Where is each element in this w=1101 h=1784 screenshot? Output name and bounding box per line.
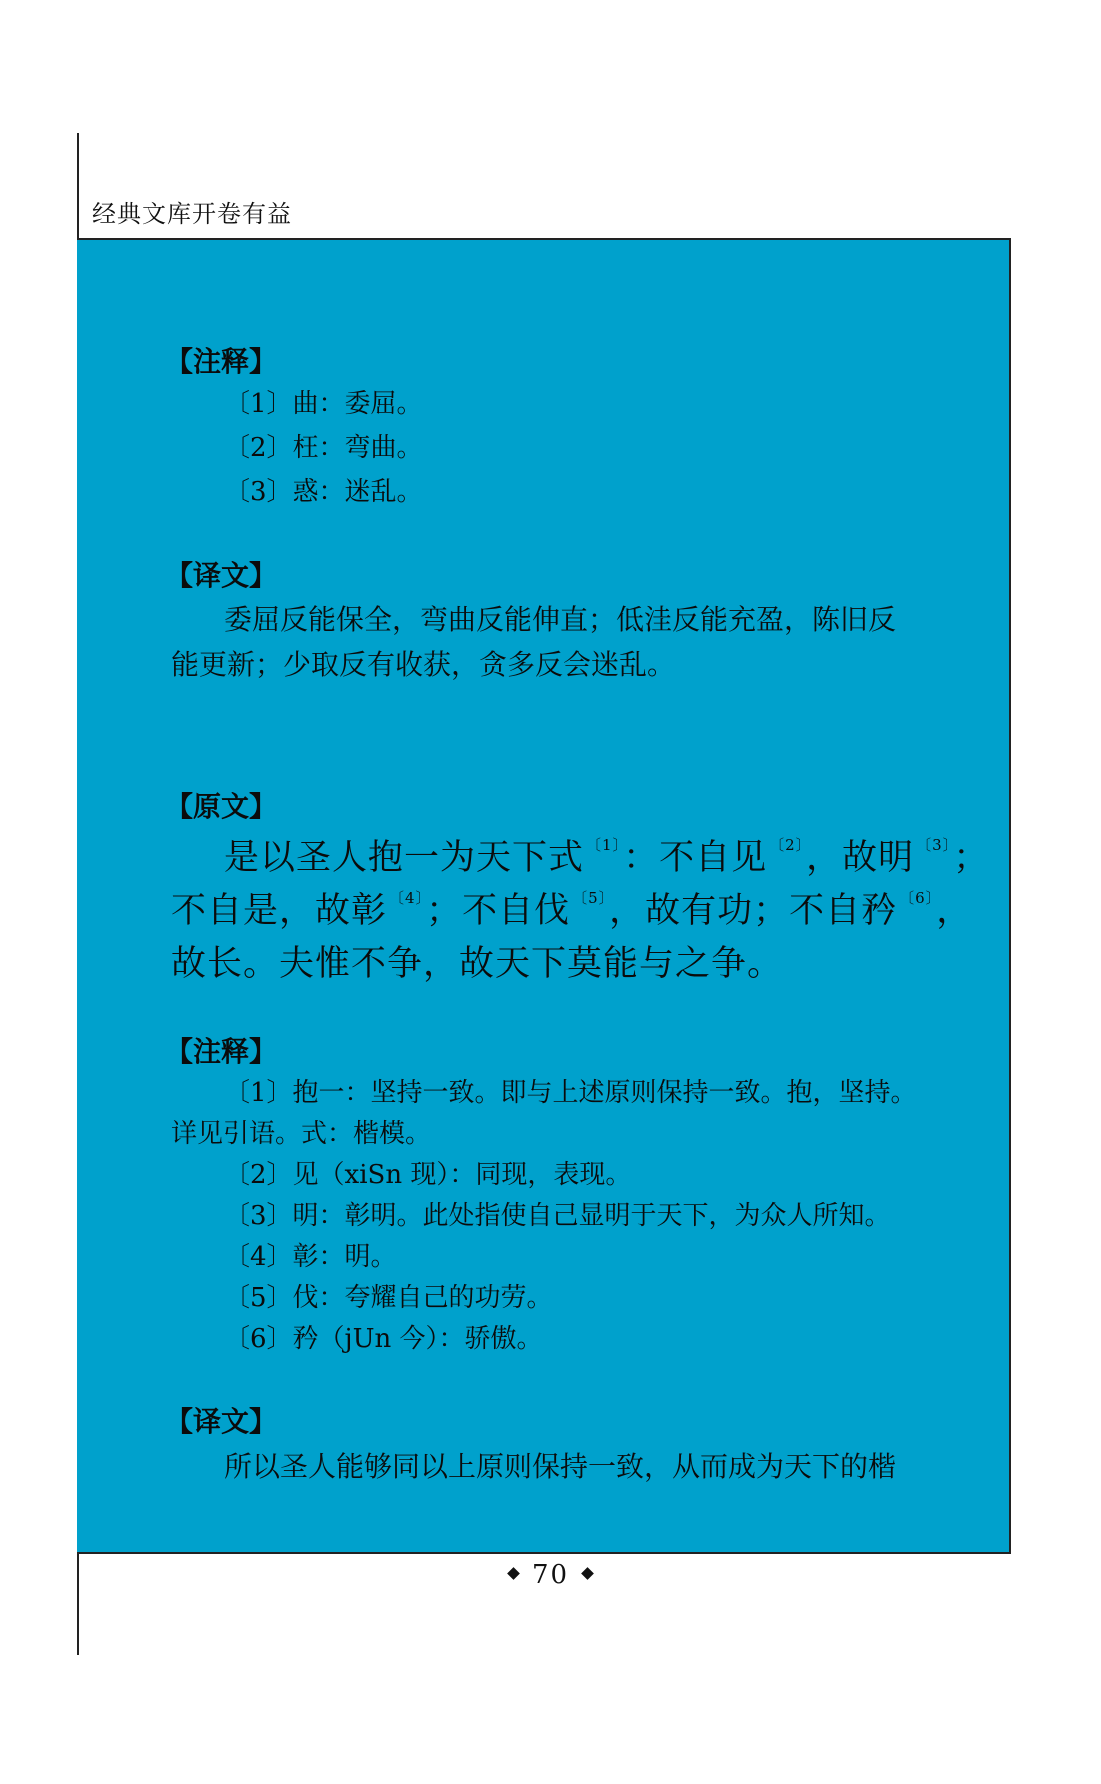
diamond-icon <box>581 1567 594 1580</box>
original-text-line: 故长。夫惟不争，故天下莫能与之争。 <box>171 944 784 984</box>
note-line: 〔6〕矜（jUn 今）：骄傲。 <box>224 1324 543 1354</box>
note-line: 〔3〕明：彰明。此处指使自己显明于天下，为众人所知。 <box>224 1201 891 1231</box>
page-number <box>0 1560 1101 1590</box>
original-text-segment: ，故有功；不自矜 <box>609 891 898 931</box>
note-item: 〔3〕惑：迷乱。 <box>224 477 423 507</box>
original-text-segment: ， <box>936 891 973 931</box>
original-text-segment: ，故明 <box>806 838 915 878</box>
footnote-marker: 〔2〕 <box>769 836 805 854</box>
note-item: 〔2〕枉：弯曲。 <box>224 433 423 463</box>
footnote-marker: 〔3〕 <box>916 836 952 854</box>
translation-line: 委屈反能保全，弯曲反能伸直；低洼反能充盈，陈旧反 <box>224 603 897 636</box>
running-header: 经典文库开卷有益 <box>92 200 292 228</box>
notes-heading: 【注释】 <box>165 1035 278 1068</box>
translation-line: 能更新；少取反有收获，贪多反会迷乱。 <box>171 648 676 681</box>
notes-heading: 【注释】 <box>165 345 278 378</box>
original-text-segment: ； <box>953 838 990 878</box>
original-text-segment: ：不自见 <box>623 838 768 878</box>
translation-line: 所以圣人能够同以上原则保持一致，从而成为天下的楷 <box>224 1450 897 1483</box>
original-text-line <box>224 830 989 880</box>
note-line: 〔4〕彰：明。 <box>224 1242 397 1272</box>
original-text-line <box>171 883 972 933</box>
footnote-marker: 〔4〕 <box>389 889 425 907</box>
original-text-segment: 是以圣人抱一为天下式 <box>224 838 585 878</box>
original-text-segment: ；不自伐 <box>426 891 571 931</box>
original-text-segment: 不自是，故彰 <box>171 891 388 931</box>
translation-heading: 【译文】 <box>165 1405 278 1438</box>
note-line: 〔5〕伐：夸耀自己的功劳。 <box>224 1283 553 1313</box>
content-panel <box>77 238 1011 1554</box>
note-item: 〔1〕曲：委屈。 <box>224 389 423 419</box>
footnote-marker: 〔6〕 <box>899 889 935 907</box>
note-line: 〔1〕抱一：坚持一致。即与上述原则保持一致。抱，坚持。 <box>224 1078 917 1108</box>
original-text-heading: 【原文】 <box>165 790 278 823</box>
diamond-icon <box>507 1567 520 1580</box>
footnote-marker: 〔5〕 <box>572 889 608 907</box>
note-line: 详见引语。式：楷模。 <box>171 1119 432 1149</box>
translation-heading: 【译文】 <box>165 559 278 592</box>
note-line: 〔2〕见（xiSn 现）：同现，表现。 <box>224 1160 632 1190</box>
page-number-text: 70 <box>531 1560 570 1590</box>
footnote-marker: 〔1〕 <box>586 836 622 854</box>
